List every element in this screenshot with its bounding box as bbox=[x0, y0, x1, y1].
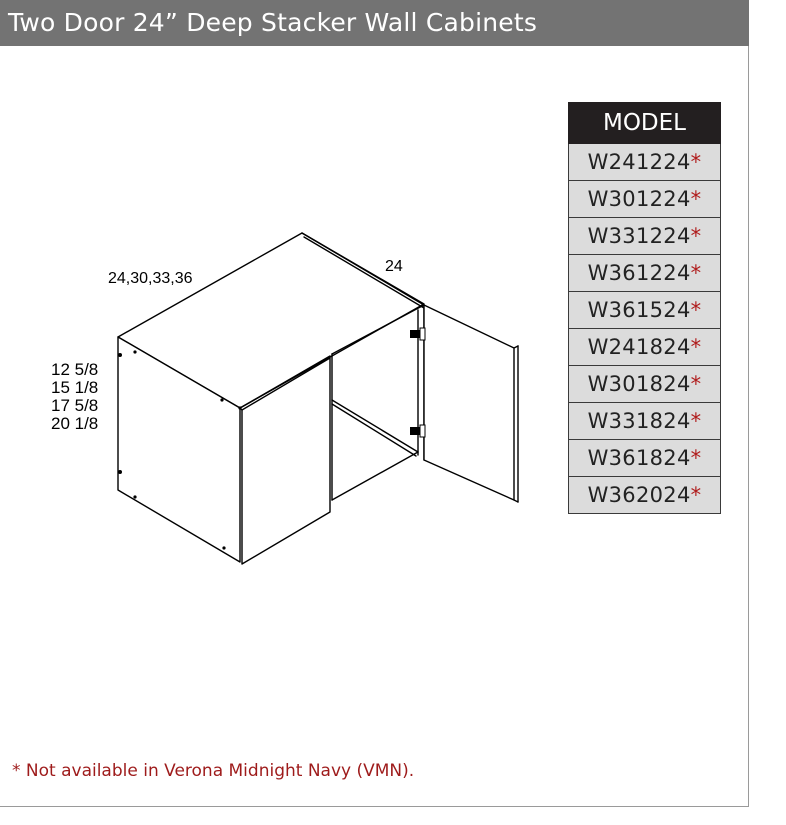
model-cell: W361824* bbox=[569, 440, 721, 477]
table-row bbox=[569, 255, 721, 292]
model-cell: W301824* bbox=[569, 366, 721, 403]
table-row bbox=[569, 144, 721, 181]
width-dimension-label: 24,30,33,36 bbox=[108, 270, 193, 287]
model-table-header: MODEL bbox=[569, 103, 721, 144]
table-row bbox=[569, 440, 721, 477]
height-dimension-labels bbox=[51, 361, 98, 433]
hinge-upper bbox=[410, 330, 420, 338]
height-option: 17 5/8 bbox=[51, 396, 99, 415]
availability-footnote: * Not available in Verona Midnight Navy (VMN). bbox=[12, 761, 415, 781]
cabinet-shelf bbox=[332, 400, 418, 452]
model-cell: W241224* bbox=[569, 144, 721, 181]
table-row bbox=[569, 477, 721, 514]
model-cell: W362024* bbox=[569, 477, 721, 514]
cabinet-drawing bbox=[0, 46, 560, 646]
height-option: 15 1/8 bbox=[51, 378, 99, 397]
hinge-lower bbox=[410, 427, 420, 435]
table-row bbox=[569, 181, 721, 218]
model-table bbox=[568, 102, 721, 514]
model-cell: W361524* bbox=[569, 292, 721, 329]
table-row bbox=[569, 329, 721, 366]
depth-dimension-label: 24 bbox=[385, 258, 403, 275]
title-bar bbox=[0, 0, 749, 46]
height-option: 20 1/8 bbox=[51, 414, 99, 433]
height-option: 12 5/8 bbox=[51, 360, 99, 379]
model-cell: W331224* bbox=[569, 218, 721, 255]
table-row bbox=[569, 403, 721, 440]
model-cell: W331824* bbox=[569, 403, 721, 440]
right-door bbox=[424, 305, 514, 500]
model-cell: W241824* bbox=[569, 329, 721, 366]
model-cell: W361224* bbox=[569, 255, 721, 292]
page-title: Two Door 24” Deep Stacker Wall Cabinets bbox=[8, 8, 538, 37]
model-cell: W301224* bbox=[569, 181, 721, 218]
table-row bbox=[569, 366, 721, 403]
table-row bbox=[569, 292, 721, 329]
table-row bbox=[569, 218, 721, 255]
